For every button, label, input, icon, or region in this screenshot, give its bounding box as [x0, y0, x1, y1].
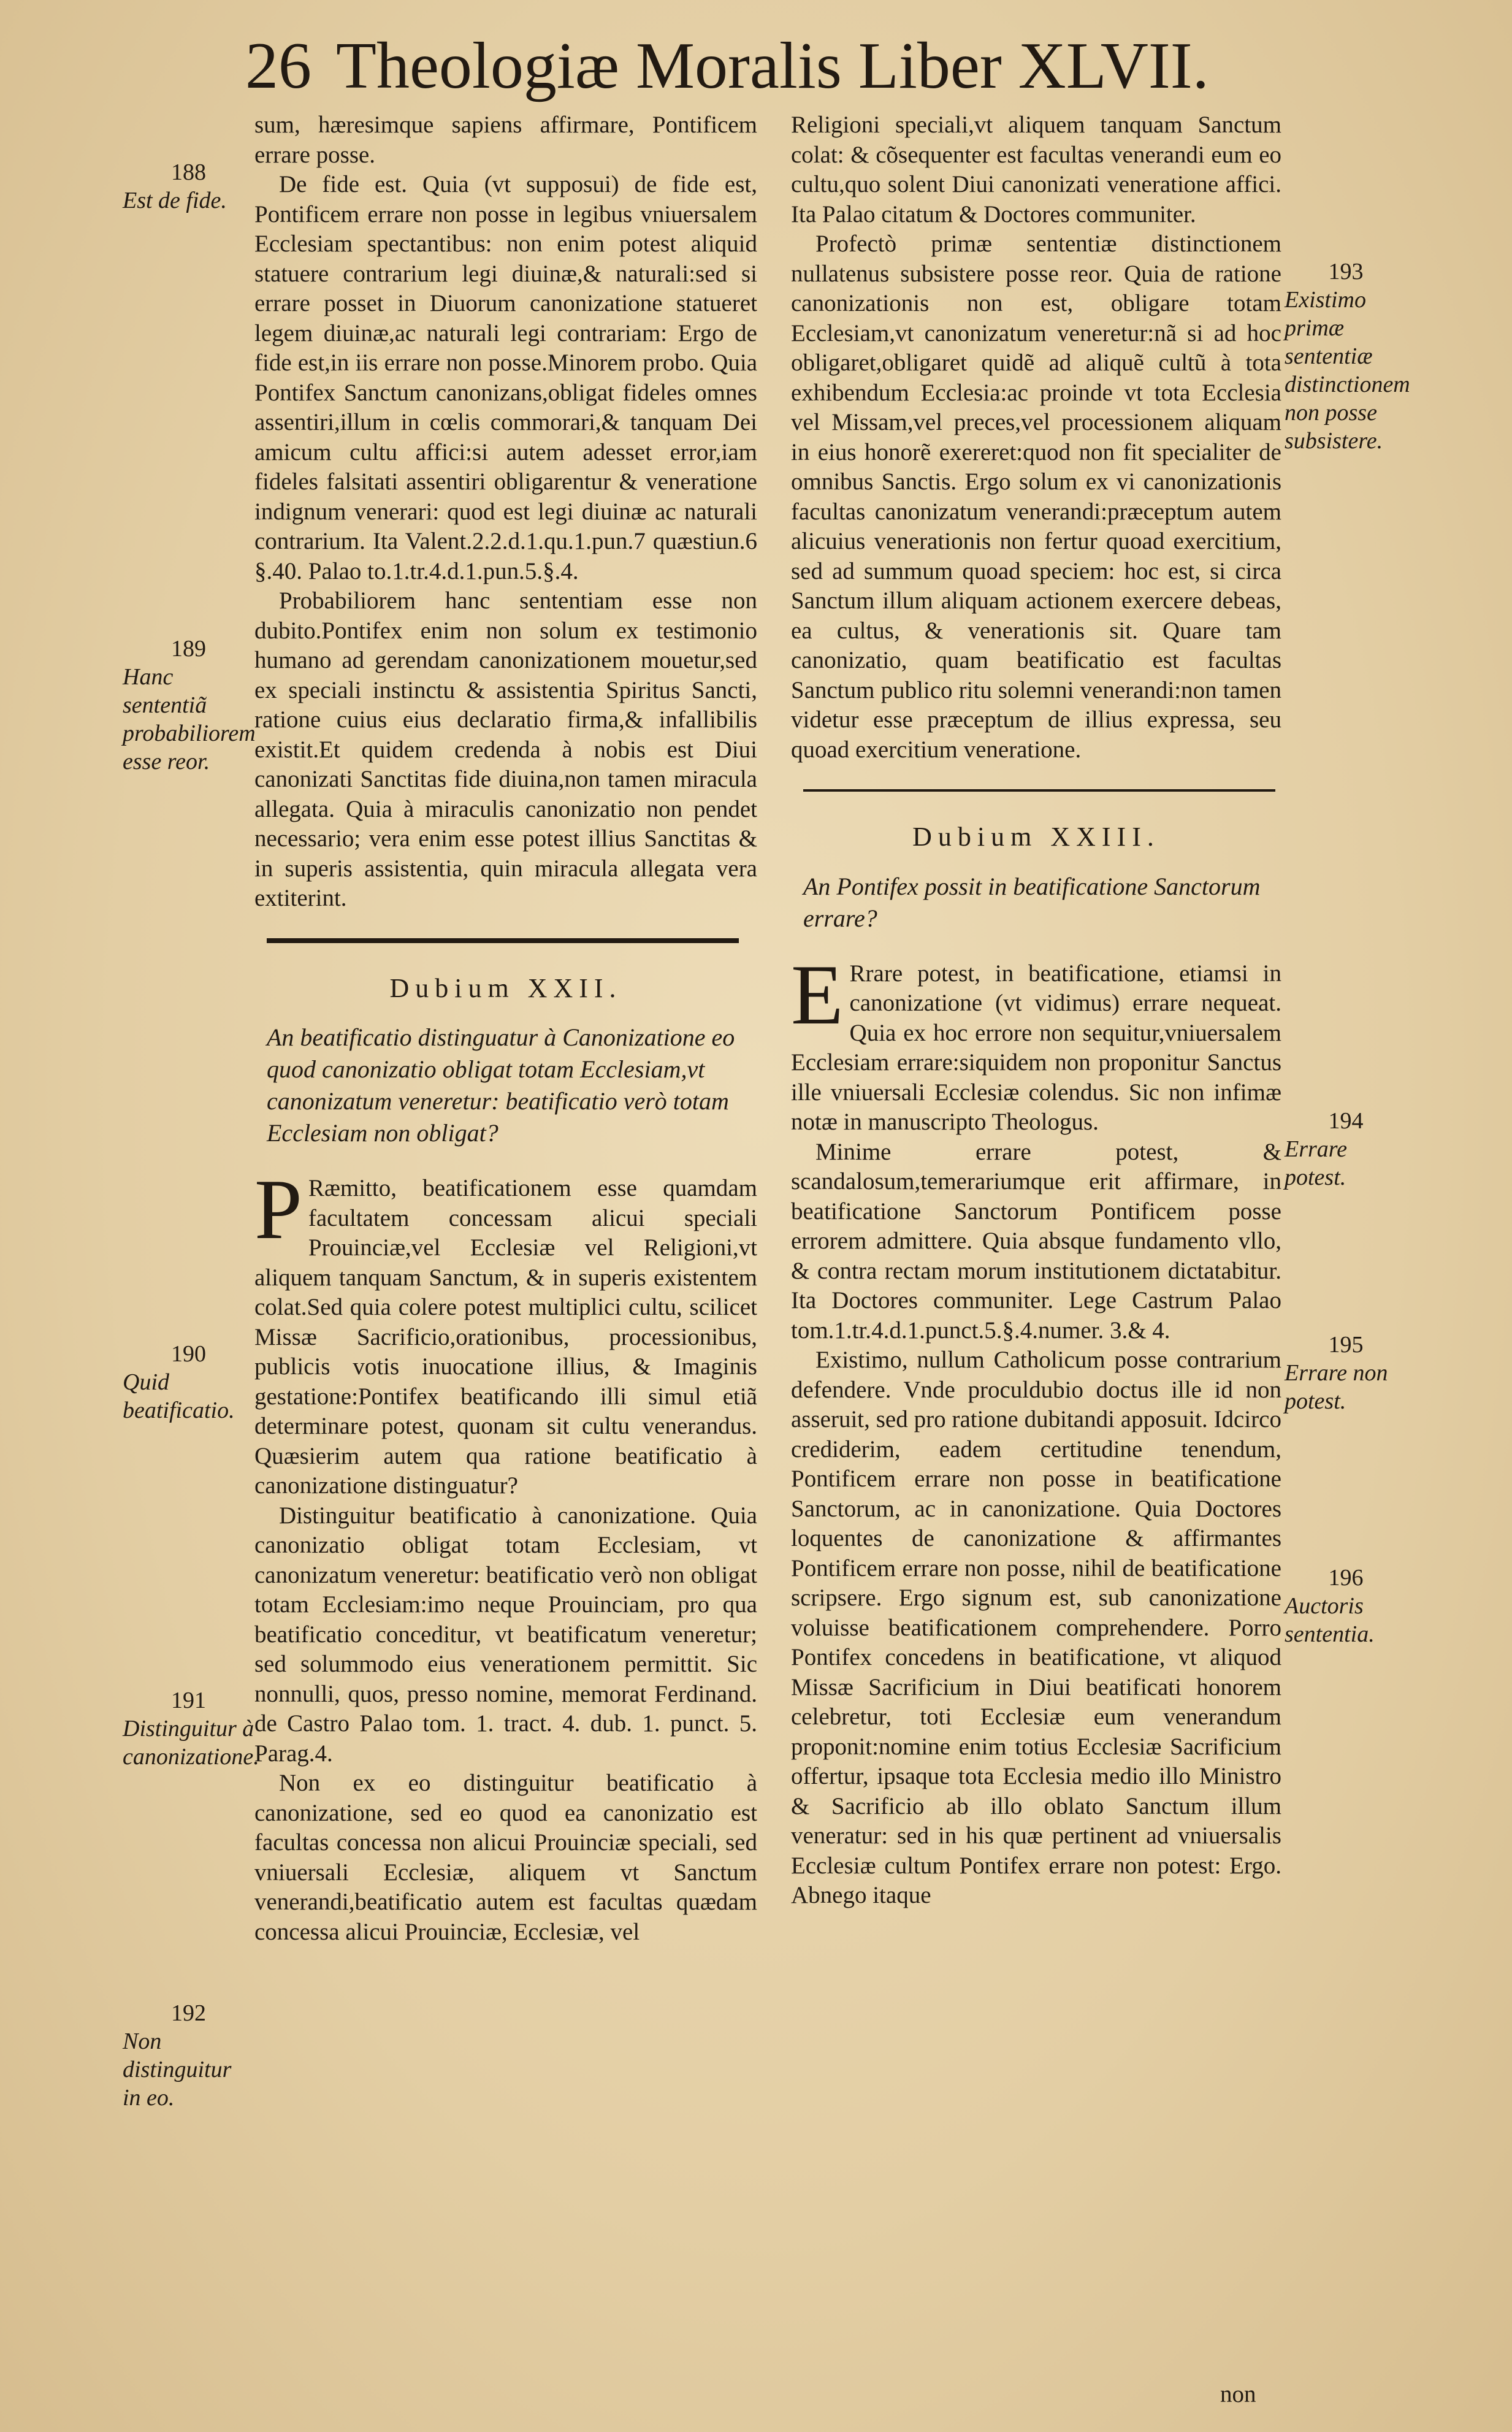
paragraph [791, 947, 1281, 1138]
margin-text: Est de fide. [123, 188, 227, 213]
paragraph: Non ex eo distinguitur beatificatio à canonizatione, sed eo quod ea canonizatio est facultas concessa non alicui Prouinciæ speciali, sed vniuersali Ecclesiæ, aliquem vt Sanctum venerandi,beatificatio autem est facultas quædam concessa alicui Prouinciæ, Ecclesiæ, vel [254, 1770, 757, 1945]
paragraph: Profectò primæ sententiæ distinctionem nullatenus subsistere posse reor. Quia de ratione canonizationis non est, obligare totam Ecclesiam,vt canonizatum veneretur:nã si ad hoc obligaret,obligaret quidẽ ad aliquẽ cultũ à tota exhibendum Ecclesia:ac proinde vt tota Ecclesia vel Missam,vel preces,vel processionem aliquam in eius honorẽ exereret:quod non fit specialiter de omnibus Sanctis. Ergo solum ex vi canonizationis facultas canonizatum venerandi:præceptum autem alicuius venerationis non fertur quoad exercitium, sed ad summum quoad speciem: hoc est, si circa Sanctum illum aliquam actionem exercere debeas, ea cultus, & venerationis sit. Quare tam canonizatio, quam beatificatio est facultas Sanctum publico ritu solemni venerandi:non tamen videtur esse præceptum de illius expressa, seu quoad exercitium veneratione. [791, 231, 1281, 763]
margin-text: Auctoris sententia. [1285, 1593, 1375, 1647]
paragraph: Distinguitur beatificatio à canonizatione. Quia canonizatio obligat totam Ecclesiam, vt canonizatum veneretur: beatificatio verò non obligat totam Ecclesiam:imo neque Prouinciam, pro qua beatificatio conceditur, vt beatificatum veneretur; sed solummodo eius venerationem permittit. Sic nonnulli, quos, presso nomine, memorat Ferdinand. de Castro Palao tom. 1. tract. 4. dub. 1. punct. 5. Parag.4. [254, 1502, 757, 1767]
catchword: non [1220, 2381, 1256, 2407]
margin-number: 196 [1328, 1565, 1364, 1591]
margin-note [123, 1999, 254, 2112]
margin-note [123, 1686, 259, 1771]
margin-text: Hanc sententiã probabiliorem esse reor. [123, 664, 256, 774]
section-question: An Pontifex possit in beatificatione Sanctorum errare? [803, 872, 1261, 932]
margin-note [123, 635, 254, 776]
paragraph: Minime errare potest, & scandalosum,temerariumque erit affirmare, in beatificatione Sanctorum Pontificem posse errorem admittere. Quia absque fundamento vllo, & contra rectam morum institutionem dictatabitur. Ita Doctores communiter. Lege Castrum Palao tom.1.tr.4.d.1.punct.5.§.4.numer. 3.& 4. [791, 1138, 1281, 1344]
margin-number: 191 [171, 1688, 206, 1713]
running-header [245, 29, 1275, 103]
margin-text: Non distinguitur in eo. [123, 2029, 232, 2111]
section-heading: Dubium XXIII. [912, 822, 1160, 852]
left-column [254, 110, 757, 1947]
margin-text: Distinguitur à canonizatione. [123, 1716, 259, 1770]
margin-text: Quid beatificatio. [123, 1369, 235, 1423]
paragraph-text: Rrare potest, in beatificatione, etiamsi in canonizatione (vt vidimus) errare nequeat. Quia ex hoc errore non sequitur,vniuersalem Ecclesiam errare:siquidem non proponitur Sanctus ille vniuersali Ecclesiæ colendus. Sic non infimæ notæ in manuscripto Theologus. [791, 960, 1281, 1135]
section-heading: Dubium XXII. [389, 973, 622, 1003]
section-rule [803, 789, 1275, 792]
margin-number: 190 [171, 1341, 206, 1367]
drop-cap: E [791, 947, 844, 1042]
margin-text: Errare non potest. [1285, 1360, 1388, 1414]
running-title: Theologiæ Moralis Liber XLVII. [336, 29, 1209, 102]
margin-note [1285, 1331, 1407, 1415]
section-question: An beatificatio distinguatur à Canonizatione eo quod canonizatio obligat totam Ecclesiam,vt canonizatum veneretur: beatificatio verò totam Ecclesiam non obligat? [267, 1023, 735, 1147]
margin-number: 192 [171, 2000, 206, 2026]
margin-note [1285, 1107, 1407, 1191]
paragraph: sum, hæresimque sapiens affirmare, Pontificem errare posse. [254, 112, 757, 168]
margin-number: 193 [1328, 259, 1364, 285]
margin-text: Existimo primæ sententiæ distinctionem non posse subsistere. [1285, 287, 1410, 454]
margin-note [123, 1340, 254, 1424]
paragraph: Probabiliorem hanc sententiam esse non dubito.Pontifex enim non solum ex testimonio humano ad gerendam canonizationem mouetur,sed ex speciali instinctu & assistentia Spiritus Sancti, ratione cuius eius declaratio firma,& infallibilis existit.Et quidem credenda à nobis est Diui canonizati Sanctitas fide diuina,non tamen miracula allegata. Quia à miraculis canonizatio non pendet necessario; vera enim esse potest illius Sanctitas & in superis assistentia, quin miracula allegata vera extiterint. [254, 587, 757, 911]
right-column [791, 110, 1281, 1911]
margin-note [1285, 258, 1410, 455]
margin-number: 188 [171, 159, 206, 185]
paragraph: Existimo, nullum Catholicum posse contrarium defendere. Vnde proculdubio doctus ille id non asseruit, sed pro ratione dubitandi apposuit. Idcirco crediderim, eadem certitudine tenendum, Pontificem errare non posse in beatificatione Sanctorum, ac in canonizatione. Quia Doctores loquentes de canonizatione & affirmantes Pontificem errare non posse, nihil de beatificatione scripsere. Ergo signum est, sub canonizatione voluisse beatificationem comprehendere. Porro Pontifex concedens in beatificatione, vt aliquod Missæ Sacrificium in Diui beatificati honorem celebretur, toti Ecclesiæ eum venerandum proponit:nomine enim totius Ecclesiæ Sacrificium offertur, ipsaque tota Ecclesia medio illo Ministro & Sacrificio ab illo oblato Sanctum illum veneratur: sed in his quæ pertinent ad vniuersalis Ecclesiæ cultum Pontifex errare non potest: Ergo. Abnego itaque [791, 1347, 1281, 1908]
margin-number: 195 [1328, 1332, 1364, 1358]
margin-note [1285, 1564, 1407, 1648]
page-number: 26 [245, 29, 311, 102]
margin-note [123, 158, 254, 215]
paragraph-text: Ræmitto, beatificationem esse quamdam facultatem concessam alicui speciali Prouinciæ,vel Ecclesiæ vel Religioni,vt aliquem tanquam Sanctum, & in superis existentem colat.Sed quia colere potest multiplici cultu, scilicet Missæ Sacrificio,orationibus, processionibus, publicis votis inuocatione illius, & Imaginis gestatione:Pontifex beatificando illi simul etiã determinare potest, quonam sit cultu venerandus. Quæsierim autem qua ratione beatificatio à canonizatione distinguatur? [254, 1175, 757, 1499]
margin-text: Errare potest. [1285, 1136, 1348, 1190]
paragraph [254, 1162, 757, 1501]
paragraph: Religioni speciali,vt aliquem tanquam Sanctum colat: & cõsequenter est facultas venerandi eum eo cultu,quo solent Diui canonizati veneratione affici. Ita Palao citatum & Doctores communiter. [791, 112, 1281, 228]
margin-number: 194 [1328, 1108, 1364, 1134]
paragraph: De fide est. Quia (vt supposui) de fide est, Pontificem errare non posse in legibus vniuersalem Ecclesiam spectantibus: non enim potest aliquid statuere contrarium legi diuinæ,& naturali:sed si errare posset in Diuorum canonizatione statueret legem diuinæ,ac naturali legi contrariam: Ergo de fide est,in iis errare non posse.Minorem probo. Quia Pontifex Sanctum canonizans,obligat fideles omnes assentiri,illum in cœlis commorari,& tanquam Dei amicum cultu affici:si autem adesset error,iam fideles falsitati assentiri obligarentur & veneratione indignum venerari: quod est legi diuinæ ac naturali contrarium. Ita Valent.2.2.d.1.qu.1.pun.7 quæstiun.6 §.40. Palao to.1.tr.4.d.1.pun.5.§.4. [254, 171, 757, 584]
margin-number: 189 [171, 636, 206, 662]
drop-cap: P [254, 1162, 302, 1257]
section-rule [267, 938, 739, 943]
